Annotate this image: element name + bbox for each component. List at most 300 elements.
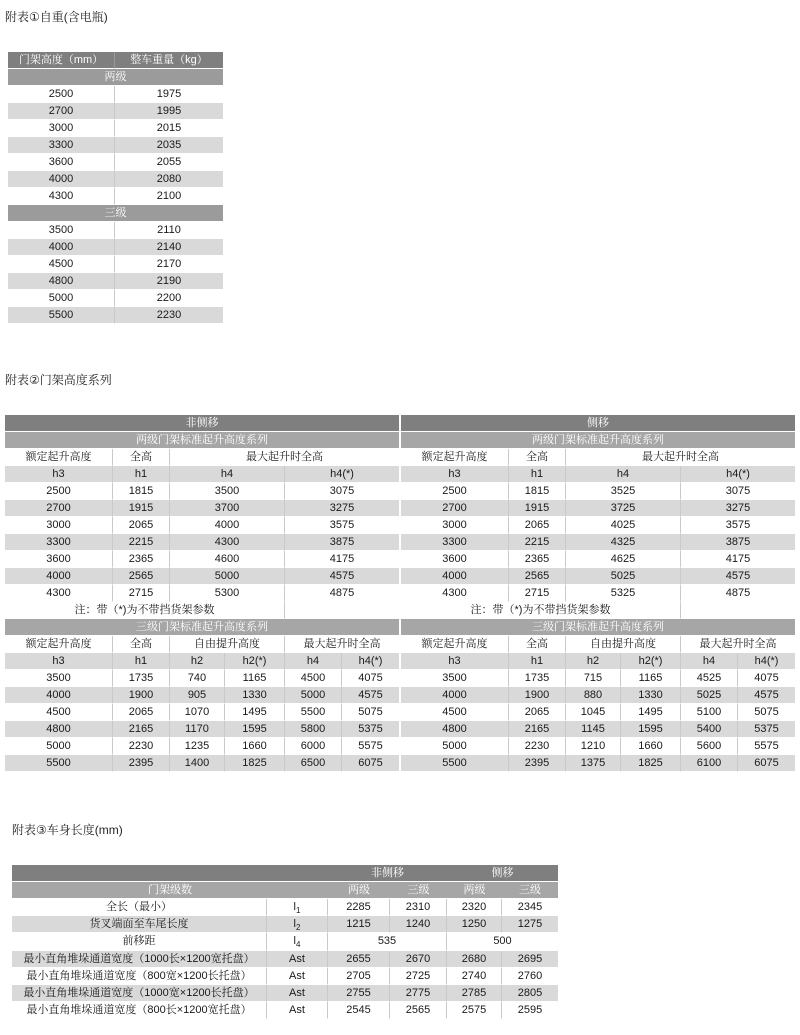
cell: 3875: [285, 534, 399, 551]
sub-header: h3: [401, 466, 509, 483]
group-header: 额定起升高度: [401, 636, 509, 653]
table-row: [8, 188, 223, 205]
band-three-stage: 三级: [8, 205, 223, 222]
symbol: l: [293, 918, 296, 931]
table-row: [5, 534, 399, 551]
cell: 2285: [328, 899, 390, 916]
group-header: 自由提升高度: [170, 636, 285, 653]
cell: 2565: [390, 1002, 447, 1019]
cell: 2230: [113, 738, 170, 755]
cell: 3500: [170, 483, 285, 500]
cell: 3525: [566, 483, 681, 500]
table-row: [5, 415, 399, 432]
cell: 4000: [170, 517, 285, 534]
cell: 3500: [5, 670, 113, 687]
cell: 4525: [681, 670, 738, 687]
cell: 2065: [113, 704, 170, 721]
table-row: [401, 721, 795, 738]
cell: 1900: [113, 687, 170, 704]
cell: 1045: [566, 704, 621, 721]
mast-table-sideshift: [401, 415, 795, 772]
cell: 2785: [447, 985, 502, 1002]
table-self-weight: [8, 52, 223, 324]
cell: 2805: [502, 985, 558, 1002]
table-row: [5, 466, 399, 483]
cell: 2215: [113, 534, 170, 551]
table-row: [401, 704, 795, 721]
cell: 1975: [115, 86, 223, 103]
cell: 5500: [5, 755, 113, 772]
cell: 5500: [401, 755, 509, 772]
cell: 3300: [8, 137, 115, 154]
symbol: Ast: [289, 952, 305, 965]
cell: 1215: [328, 916, 390, 933]
table-row: [8, 52, 223, 69]
cell: 5100: [681, 704, 738, 721]
symbol: l: [293, 901, 296, 913]
self-weight-table: [8, 52, 223, 324]
cell: 2100: [115, 188, 223, 205]
sub-header: h2: [566, 653, 621, 670]
body-length-table: [12, 865, 558, 1019]
table-row: [401, 466, 795, 483]
cell: 1240: [390, 916, 447, 933]
cell: 1165: [621, 670, 681, 687]
cell: 3000: [5, 517, 113, 534]
cell: 1250: [447, 916, 502, 933]
table-row: [5, 585, 399, 602]
cell: 2230: [509, 738, 566, 755]
table-row: [8, 273, 223, 290]
cell: 4000: [5, 568, 113, 585]
cell: 3875: [681, 534, 795, 551]
table-row: [401, 432, 795, 449]
sub-header: h4: [170, 466, 285, 483]
col-header-truck-weight: 整车重量（kg）: [115, 52, 223, 69]
cell: 1170: [170, 721, 225, 738]
cell: 3300: [5, 534, 113, 551]
cell: 2165: [509, 721, 566, 738]
cell: 740: [170, 670, 225, 687]
cell: 2140: [115, 239, 223, 256]
cell: 3275: [681, 500, 795, 517]
cell: 4575: [285, 568, 399, 585]
cell: 4000: [5, 687, 113, 704]
band-non-sideshift: 非侧移: [5, 415, 399, 432]
sub-header: h4(*): [681, 466, 795, 483]
symbol-cell: [267, 985, 328, 1002]
cell: 2055: [115, 154, 223, 171]
cell: 4300: [8, 188, 115, 205]
cell: 1825: [225, 755, 285, 772]
table-row: [8, 86, 223, 103]
sub-header: h2(*): [225, 653, 285, 670]
cell: 1330: [621, 687, 681, 704]
cell: 1660: [225, 738, 285, 755]
table-row: [5, 602, 399, 619]
cell: 4500: [5, 704, 113, 721]
cell: 2165: [113, 721, 170, 738]
note-cell: 注：带（*)为不带挡货架参数: [5, 602, 285, 619]
cell: 3600: [401, 551, 509, 568]
sub-header: h3: [401, 653, 509, 670]
table-row: [5, 483, 399, 500]
row-label: 最小直角堆垛通道宽度（1000长×1200宽托盘）: [12, 951, 267, 968]
cell: 4500: [285, 670, 342, 687]
table-row: [401, 670, 795, 687]
cell: 2715: [113, 585, 170, 602]
series-name: 三级门架标准起升高度系列: [401, 619, 795, 636]
cell: 2695: [502, 951, 558, 968]
symbol-cell: [267, 899, 328, 916]
cell: 3600: [5, 551, 113, 568]
cell: 4875: [681, 585, 795, 602]
cell: 2065: [113, 517, 170, 534]
cell: 4000: [8, 171, 115, 188]
symbol: l: [293, 935, 296, 948]
cell: 2670: [390, 951, 447, 968]
group-header: 全高: [113, 449, 170, 466]
cell: 500: [447, 933, 558, 950]
cell: 715: [566, 670, 621, 687]
sub-header: h4(*): [342, 653, 399, 670]
cell: 3575: [681, 517, 795, 534]
sub-header: h2(*): [621, 653, 681, 670]
table-row: [5, 551, 399, 568]
symbol-cell: [267, 951, 328, 968]
row-label: 最小直角堆垛通道宽度（800长×1200宽托盘）: [12, 1002, 267, 1019]
cell: 1210: [566, 738, 621, 755]
cell: 2065: [509, 517, 566, 534]
cell: 6075: [738, 755, 795, 772]
cell: 3500: [8, 222, 115, 239]
table-row: [8, 120, 223, 137]
sub-header: h3: [5, 653, 113, 670]
table-row: [401, 585, 795, 602]
table-row: [401, 568, 795, 585]
table-row: [12, 933, 558, 950]
table-row: [12, 916, 558, 933]
group-header: 最大起升时全高: [681, 636, 795, 653]
table-row: [8, 256, 223, 273]
table-row: [401, 483, 795, 500]
cell: 3300: [401, 534, 509, 551]
band-sideshift: 侧移: [401, 415, 795, 432]
table-row: [8, 137, 223, 154]
cell: 2500: [8, 86, 115, 103]
cell: 2755: [328, 985, 390, 1002]
cell: 1400: [170, 755, 225, 772]
cell: 4000: [401, 687, 509, 704]
symbol-cell: [267, 916, 328, 933]
table-row: [12, 951, 558, 968]
cell: 1235: [170, 738, 225, 755]
symbol: Ast: [289, 1004, 305, 1017]
col-header: 三级: [502, 882, 558, 899]
cell: 5375: [738, 721, 795, 738]
cell: 1900: [509, 687, 566, 704]
cell: 2215: [509, 534, 566, 551]
cell: 1735: [113, 670, 170, 687]
cell: 4325: [566, 534, 681, 551]
cell: 4800: [8, 273, 115, 290]
cell: 905: [170, 687, 225, 704]
cell: 2110: [115, 222, 223, 239]
symbol-cell: [267, 933, 328, 950]
cell: 5375: [342, 721, 399, 738]
cell: 1145: [566, 721, 621, 738]
cell: 5025: [566, 568, 681, 585]
cell: 535: [328, 933, 447, 950]
cell: 5325: [566, 585, 681, 602]
table-row: [8, 222, 223, 239]
symbol: Ast: [289, 969, 305, 982]
cell: 2200: [115, 290, 223, 307]
group-header: 自由提升高度: [566, 636, 681, 653]
cell: 2080: [115, 171, 223, 188]
cell: 4575: [342, 687, 399, 704]
table-row: [401, 653, 795, 670]
sub-header: h1: [113, 466, 170, 483]
band-sideshift: 侧移: [447, 865, 558, 882]
cell: 2065: [509, 704, 566, 721]
table-mast-height-series: [5, 415, 795, 772]
cell: 4875: [285, 585, 399, 602]
cell: 1070: [170, 704, 225, 721]
table-row: [5, 653, 399, 670]
cell: 2565: [509, 568, 566, 585]
cell: 5800: [285, 721, 342, 738]
cell: 4300: [170, 534, 285, 551]
cell: 2310: [390, 899, 447, 916]
cell: 4600: [170, 551, 285, 568]
cell: 3500: [401, 670, 509, 687]
cell: 1995: [115, 103, 223, 120]
table-row: [5, 619, 399, 636]
table-row: [8, 171, 223, 188]
band-two-stage: 两级: [8, 69, 223, 86]
cell: 2345: [502, 899, 558, 916]
row-label: 货叉端面至车尾长度: [12, 916, 267, 933]
table-row: [5, 738, 399, 755]
cell: 1275: [502, 916, 558, 933]
cell: 4025: [566, 517, 681, 534]
cell: 5400: [681, 721, 738, 738]
cell: 5300: [170, 585, 285, 602]
table-row: [8, 307, 223, 324]
table-row: [5, 636, 399, 653]
cell: 4500: [8, 256, 115, 273]
cell: 5075: [342, 704, 399, 721]
cell: 4800: [401, 721, 509, 738]
table-row: [5, 500, 399, 517]
cell: 2230: [115, 307, 223, 324]
row-label: 全长（最小）: [12, 899, 267, 916]
cell: 4575: [681, 568, 795, 585]
cell: 3725: [566, 500, 681, 517]
cell: 4175: [285, 551, 399, 568]
cell: 4800: [5, 721, 113, 738]
cell: 1825: [621, 755, 681, 772]
table-row: [5, 517, 399, 534]
cell: 1165: [225, 670, 285, 687]
cell: 1495: [621, 704, 681, 721]
cell: 5575: [342, 738, 399, 755]
cell: 2595: [502, 1002, 558, 1019]
row-label: 最小直角堆垛通道宽度（1000宽×1200长托盘）: [12, 985, 267, 1002]
cell: 2565: [113, 568, 170, 585]
cell: 1815: [509, 483, 566, 500]
sub-header: h1: [509, 653, 566, 670]
cell: 2700: [5, 500, 113, 517]
group-header: 全高: [113, 636, 170, 653]
cell: 1595: [225, 721, 285, 738]
cell: 4625: [566, 551, 681, 568]
cell: 2170: [115, 256, 223, 273]
cell: 5000: [8, 290, 115, 307]
table-row: [401, 500, 795, 517]
table-row: [5, 721, 399, 738]
cell: 6075: [342, 755, 399, 772]
series-name: 两级门架标准起升高度系列: [401, 432, 795, 449]
table-row: [12, 985, 558, 1002]
table-row: [12, 899, 558, 916]
cell: 3000: [8, 120, 115, 137]
empty-cell: [12, 865, 328, 882]
cell: 2545: [328, 1002, 390, 1019]
cell: 4300: [5, 585, 113, 602]
cell: 5500: [8, 307, 115, 324]
empty-cell: [681, 602, 795, 619]
table-row: [5, 755, 399, 772]
cell: 2395: [113, 755, 170, 772]
cell: 2575: [447, 1002, 502, 1019]
cell: 2700: [8, 103, 115, 120]
table-row: [401, 517, 795, 534]
cell: 4300: [401, 585, 509, 602]
cell: 6500: [285, 755, 342, 772]
cell: 5600: [681, 738, 738, 755]
cell: 4175: [681, 551, 795, 568]
cell: 6100: [681, 755, 738, 772]
table-row: [401, 738, 795, 755]
symbol-cell: [267, 968, 328, 985]
mast-stage-header: 门架级数: [12, 882, 328, 899]
cell: 1815: [113, 483, 170, 500]
table2-title: 附表②门架高度系列: [5, 373, 112, 387]
cell: 4075: [738, 670, 795, 687]
table-row: [5, 687, 399, 704]
symbol-sub: 2: [296, 923, 301, 933]
table-row: [401, 449, 795, 466]
table-row: [401, 755, 795, 772]
col-header: 两级: [447, 882, 502, 899]
cell: 880: [566, 687, 621, 704]
cell: 5000: [170, 568, 285, 585]
col-header: 两级: [328, 882, 390, 899]
group-header: 最大起升时全高: [170, 449, 399, 466]
table-row: [8, 290, 223, 307]
col-header: 三级: [390, 882, 447, 899]
cell: 3700: [170, 500, 285, 517]
sub-header: h4(*): [738, 653, 795, 670]
table-row: [8, 154, 223, 171]
table-row: [5, 568, 399, 585]
table-row: [5, 704, 399, 721]
table-row: [5, 670, 399, 687]
cell: 2655: [328, 951, 390, 968]
cell: 2760: [502, 968, 558, 985]
table-row: [12, 882, 558, 899]
symbol-sub: 4: [296, 940, 301, 950]
table-row: [401, 534, 795, 551]
cell: 2725: [390, 968, 447, 985]
sub-header: h4: [681, 653, 738, 670]
band-non-sideshift: 非侧移: [328, 865, 447, 882]
sub-header: h1: [113, 653, 170, 670]
row-label: 前移距: [12, 933, 267, 950]
group-header: 全高: [509, 449, 566, 466]
table-row: [401, 551, 795, 568]
cell: 1375: [566, 755, 621, 772]
cell: 6000: [285, 738, 342, 755]
table-row: [8, 205, 223, 222]
cell: 2365: [113, 551, 170, 568]
table-row: [12, 865, 558, 882]
cell: 3075: [285, 483, 399, 500]
cell: 5575: [738, 738, 795, 755]
sub-header: h4(*): [285, 466, 399, 483]
cell: 2395: [509, 755, 566, 772]
col-header-mast-height: 门架高度（mm）: [8, 52, 115, 69]
cell: 2680: [447, 951, 502, 968]
table3-title: 附表③车身长度(mm): [12, 823, 123, 837]
cell: 2705: [328, 968, 390, 985]
table-row: [401, 636, 795, 653]
group-header: 额定起升高度: [5, 636, 113, 653]
cell: 2365: [509, 551, 566, 568]
cell: 3075: [681, 483, 795, 500]
note-cell: 注：带（*)为不带挡货架参数: [401, 602, 681, 619]
cell: 2320: [447, 899, 502, 916]
cell: 2715: [509, 585, 566, 602]
cell: 2035: [115, 137, 223, 154]
group-header: 最大起升时全高: [566, 449, 795, 466]
cell: 5000: [401, 738, 509, 755]
cell: 4575: [738, 687, 795, 704]
cell: 4500: [401, 704, 509, 721]
cell: 2190: [115, 273, 223, 290]
group-header: 全高: [509, 636, 566, 653]
empty-cell: [285, 602, 399, 619]
cell: 2500: [5, 483, 113, 500]
table1-title: 附表①自重(含电瓶): [5, 10, 108, 24]
table-row: [5, 432, 399, 449]
table-row: [401, 602, 795, 619]
cell: 2500: [401, 483, 509, 500]
table-row: [401, 687, 795, 704]
group-header: 额定起升高度: [401, 449, 509, 466]
row-label: 最小直角堆垛通道宽度（800宽×1200长托盘）: [12, 968, 267, 985]
sub-header: h3: [5, 466, 113, 483]
series-name: 三级门架标准起升高度系列: [5, 619, 399, 636]
symbol-sub: 1: [296, 906, 301, 916]
cell: 5000: [5, 738, 113, 755]
cell: 1595: [621, 721, 681, 738]
table-row: [8, 103, 223, 120]
cell: 5500: [285, 704, 342, 721]
symbol: Ast: [289, 986, 305, 999]
